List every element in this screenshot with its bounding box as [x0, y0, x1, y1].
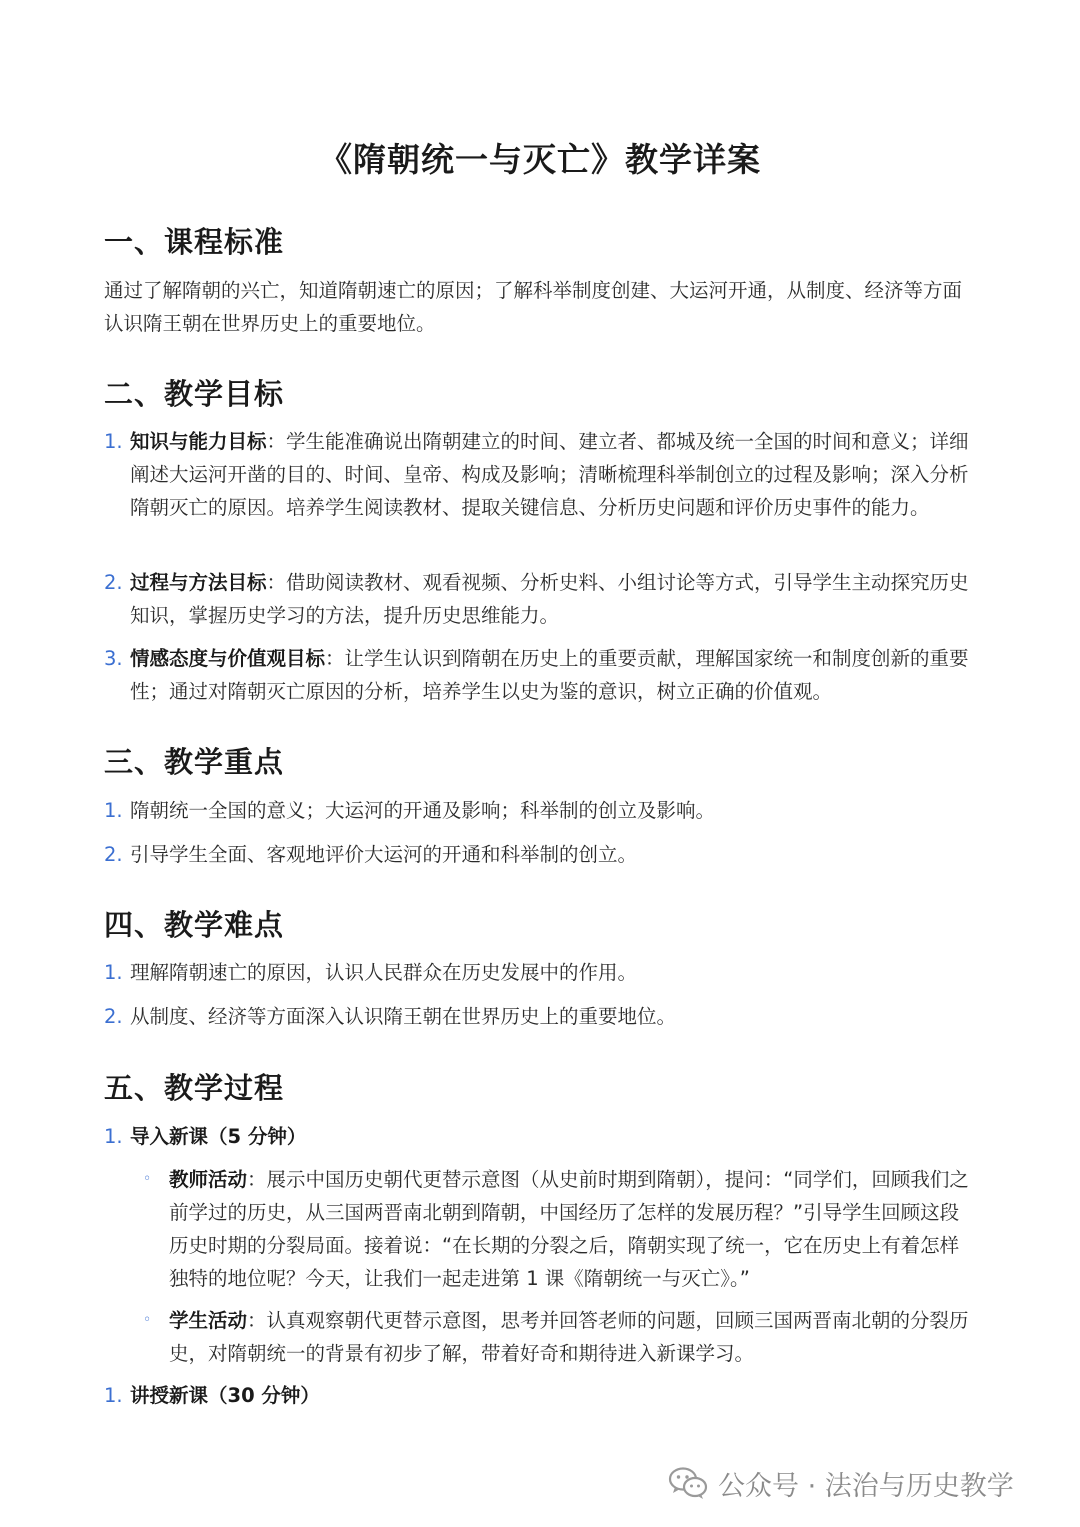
bullet-icon: ◦: [143, 1171, 152, 1187]
list-item-label: 导入新课（5 分钟）: [130, 1125, 307, 1148]
list-item-text: 从制度、经济等方面深入认识隋王朝在世界历史上的重要地位。: [130, 1005, 677, 1028]
list-number: 1.: [104, 1384, 123, 1407]
watermark: [668, 1462, 1014, 1504]
list-item: [104, 794, 974, 827]
sub-item-text: ：认真观察朝代更替示意图，思考并回答老师的问题，回顾三国两晋南北朝的分裂历史，对隋朝统一的背景有初步了解，带着好奇和期待进入新课学习。: [169, 1309, 969, 1365]
list-number: 1.: [104, 1125, 123, 1148]
list-item-text: 引导学生全面、客观地评价大运河的开通和科举制的创立。: [130, 843, 638, 866]
document-title: 《隋朝统一与灭亡》教学详案: [319, 140, 761, 179]
section-heading-objectives: 二、教学目标: [104, 377, 285, 411]
bullet-icon: ◦: [143, 1312, 152, 1328]
list-item-text: ：借助阅读教材、观看视频、分析史料、小组讨论等方式，引导学生主动探究历史知识，掌握历史学习的方法，提升历史思维能力。: [130, 571, 969, 627]
list-item-label: 讲授新课（30 分钟）: [130, 1384, 320, 1407]
list-item-label: 知识与能力目标: [130, 430, 267, 453]
list-item: [104, 1379, 974, 1412]
list-number: 2.: [104, 843, 123, 866]
watermark-text: 公众号 · 法治与历史教学: [718, 1470, 1014, 1502]
list-number: 1.: [104, 430, 123, 453]
sub-item-text: ：展示中国历史朝代更替示意图（从史前时期到隋朝），提问：“同学们，回顾我们之前学过的历史，从三国两晋南北朝到隋朝，中国经历了怎样的发展历程？”引导学生回顾这段历史时期的分裂局面。接着说：“在长期的分裂之后，隋朝实现了统一，它在历史上有着怎样独特的地位呢？今天，让我们一起走进第 1 课《隋朝统一与灭亡》。”: [169, 1168, 969, 1290]
section-heading-curriculum: 一、课程标准: [104, 225, 285, 259]
list-item: [104, 1120, 974, 1153]
section-heading-process: 五、教学过程: [104, 1071, 285, 1105]
list-item-text: ：让学生认识到隋朝在历史上的重要贡献，理解国家统一和制度创新的重要性；通过对隋朝灭亡原因的分析，培养学生以史为鉴的意识，树立正确的价值观。: [130, 647, 969, 703]
sub-item-label: 学生活动: [169, 1309, 248, 1332]
sub-list-item: [143, 1163, 975, 1295]
list-number: 1.: [104, 799, 123, 822]
list-item: [104, 642, 974, 708]
list-item-text: 隋朝统一全国的意义；大运河的开通及影响；科举制的创立及影响。: [130, 799, 716, 822]
sub-list-item: [143, 1304, 975, 1370]
list-number: 2.: [104, 1005, 123, 1028]
list-number: 1.: [104, 961, 123, 984]
list-item-text: 理解隋朝速亡的原因，认识人民群众在历史发展中的作用。: [130, 961, 638, 984]
list-item: [104, 425, 974, 524]
wechat-icon: [668, 1466, 708, 1500]
list-item: [104, 956, 974, 989]
list-item-label: 过程与方法目标: [130, 571, 267, 594]
list-item: [104, 566, 974, 632]
list-number: 3.: [104, 647, 123, 670]
list-item: [104, 1000, 974, 1033]
curriculum-text: 通过了解隋朝的兴亡，知道隋朝速亡的原因；了解科举制度创建、大运河开通，从制度、经济等方面认识隋王朝在世界历史上的重要地位。: [104, 279, 963, 335]
list-item: [104, 838, 974, 871]
section-heading-key-points: 三、教学重点: [104, 745, 285, 779]
sub-item-label: 教师活动: [169, 1168, 248, 1191]
section-heading-difficulties: 四、教学难点: [104, 908, 285, 942]
list-item-text: ：学生能准确说出隋朝建立的时间、建立者、都城及统一全国的时间和意义；详细阐述大运河开凿的目的、时间、皇帝、构成及影响；清晰梳理科举制创立的过程及影响；深入分析隋朝灭亡的原因。培养学生阅读教材、提取关键信息、分析历史问题和评价历史事件的能力。: [130, 430, 969, 519]
list-item-label: 情感态度与价值观目标: [130, 647, 326, 670]
list-number: 2.: [104, 571, 123, 594]
